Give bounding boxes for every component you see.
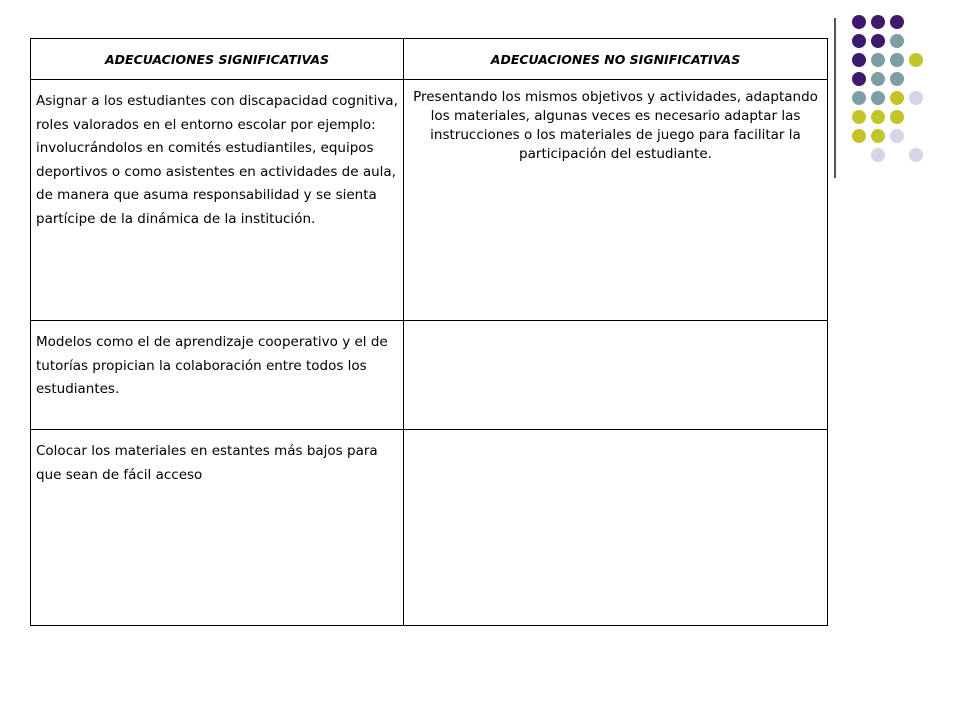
decorative-divider-line (834, 18, 836, 178)
decorative-dot (890, 72, 904, 86)
cell-significativa-text: Modelos como el de aprendizaje cooperativo y el de tutorías propician la colaboración entre todos los estudiantes. (36, 334, 388, 397)
decorative-dot (871, 110, 885, 124)
cell-significativa-text: Colocar los materiales en estantes más bajos para que sean de fácil acceso (36, 443, 378, 483)
decorative-dot (909, 91, 923, 105)
table-cell (31, 430, 404, 626)
decorative-dot (871, 91, 885, 105)
decorative-dot (871, 72, 885, 86)
decorative-dot (871, 34, 885, 48)
decorative-dot (852, 129, 866, 143)
decorative-dot (890, 91, 904, 105)
decorative-dot (852, 53, 866, 67)
decorative-dot (852, 72, 866, 86)
decorative-dot (852, 110, 866, 124)
table-header-row (31, 39, 828, 80)
table-cell (404, 430, 828, 626)
cell-no-significativa-text (404, 430, 827, 438)
decorative-dot (909, 53, 923, 67)
decorative-dot (890, 129, 904, 143)
decorative-dot (890, 34, 904, 48)
decorative-dot (852, 34, 866, 48)
decorative-dot (890, 110, 904, 124)
header-significativas: ADECUACIONES SIGNIFICATIVAS (31, 39, 404, 80)
decorative-dot (890, 15, 904, 29)
adecuaciones-table (30, 38, 828, 626)
decorative-dot (871, 148, 885, 162)
decorative-dot (871, 53, 885, 67)
table-row (31, 321, 828, 430)
cell-no-significativa-text (404, 321, 827, 329)
table-row (31, 80, 828, 321)
table-cell (404, 80, 828, 321)
cell-significativa-text: Asignar a los estudiantes con discapacidad cognitiva, roles valorados en el entorno escolar por ejemplo: involucrándolos en comités estudiantiles, equipos deportivos o como asistentes en actividades de aula, de manera que asuma responsabilidad y se sienta partícipe de la dinámica de la institución. (36, 93, 398, 227)
table-cell (31, 321, 404, 430)
cell-no-significativa-text: Presentando los mismos objetivos y actividades, adaptando los materiales, algunas veces es necesario adaptar las instrucciones o los materiales de juego para facilitar la participación del estudiante. (413, 89, 818, 162)
table-cell (404, 321, 828, 430)
table-row (31, 430, 828, 626)
decorative-dot (909, 148, 923, 162)
header-no-significativas: ADECUACIONES NO SIGNIFICATIVAS (404, 39, 828, 80)
decorative-dot (852, 91, 866, 105)
decorative-dot (890, 53, 904, 67)
table-cell (31, 80, 404, 321)
decorative-dot (871, 15, 885, 29)
decorative-dot (871, 129, 885, 143)
decorative-dot (852, 15, 866, 29)
